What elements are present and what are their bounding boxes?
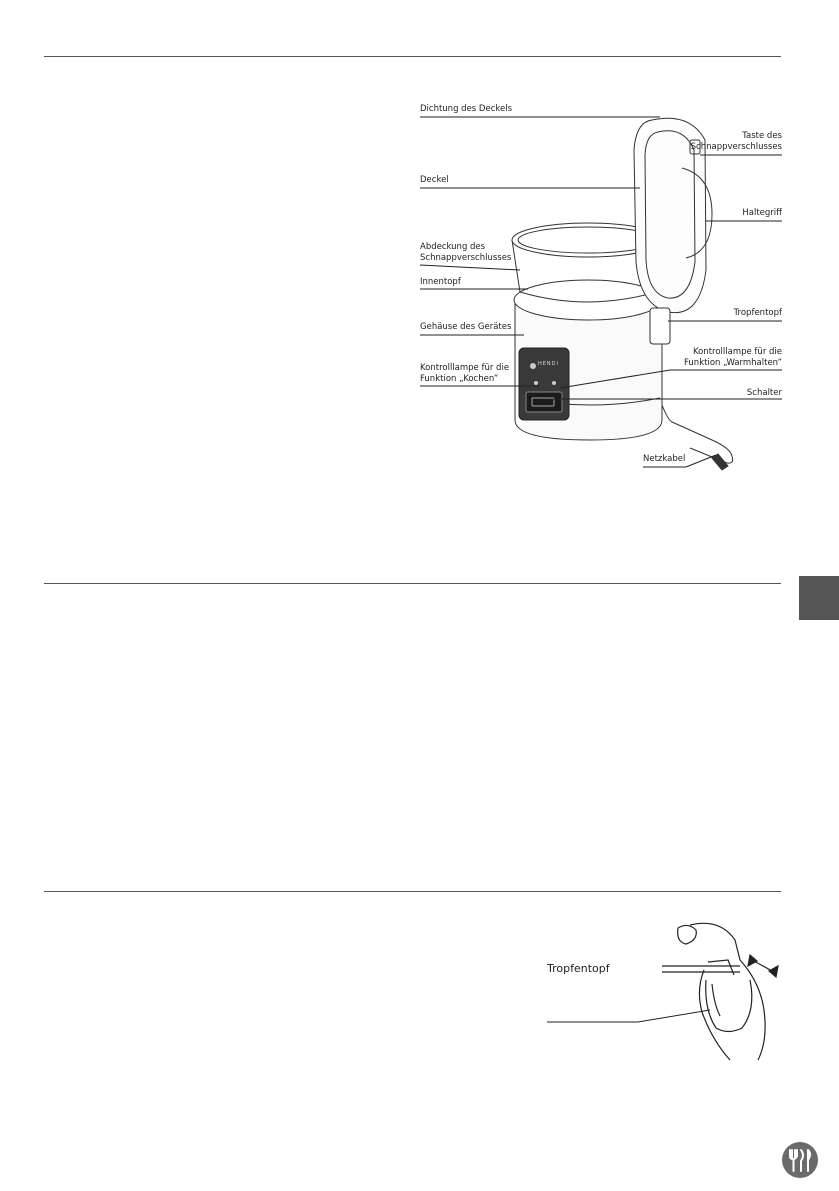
label-cook-lamp-line1: Kontrolllampe für die: [420, 363, 510, 373]
label-power-cord: Netzkabel: [643, 454, 686, 464]
label-warm-lamp-line1: Kontrolllampe für die: [692, 347, 782, 357]
label-switch: Schalter: [746, 388, 782, 398]
label-housing: Gehäuse des Gerätes: [420, 322, 512, 332]
cutlery-logo-icon: [781, 1141, 819, 1179]
label-warm-lamp-line2: Funktion „Warmhalten”: [684, 358, 782, 368]
label-cook-lamp-line2: Funktion „Kochen”: [420, 374, 499, 384]
label-latch-button-line2: Schnappverschlusses: [690, 142, 782, 152]
label-inner-pot: Innentopf: [420, 277, 461, 287]
figure2-label-drip-pot: Tropfentopf: [547, 962, 610, 975]
label-lid-seal: Dichtung des Deckels: [420, 104, 513, 114]
label-latch-cover-line2: Schnappverschlusses: [420, 253, 512, 263]
label-latch-cover-line1: Abdeckung des: [420, 242, 486, 252]
label-lid: Deckel: [420, 175, 449, 185]
control-panel-brand: HENDI: [538, 361, 559, 367]
label-handle: Haltegriff: [742, 208, 782, 218]
label-drip-pot: Tropfentopf: [733, 308, 782, 318]
label-latch-button-line1: Taste des: [742, 131, 782, 141]
